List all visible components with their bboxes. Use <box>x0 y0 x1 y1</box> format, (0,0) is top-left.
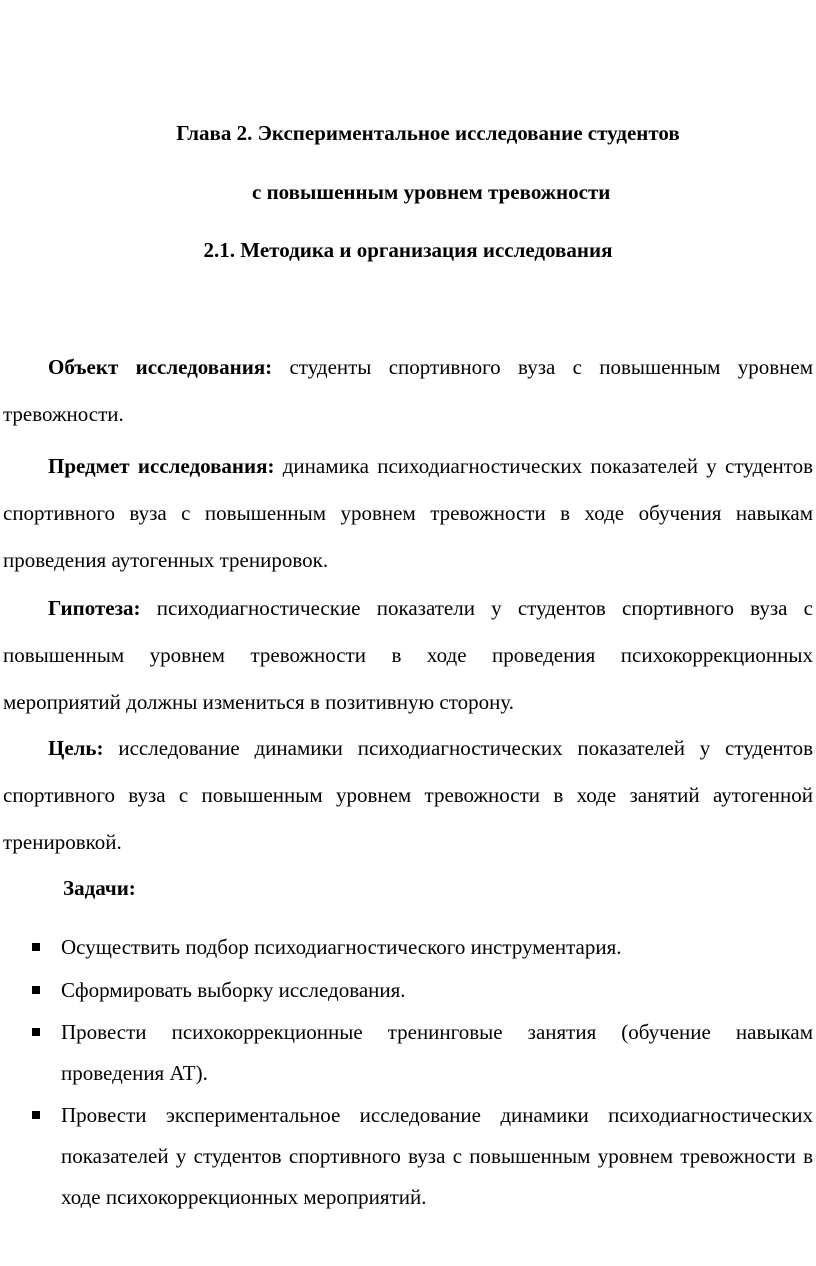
paragraph-text: исследование динамики психодиагностических показателей у студентов спортивного вуза с повышенным уровнем тревожности в ходе занятий аутогенной тренировкой. <box>3 736 813 854</box>
tasks-heading: Задачи: <box>63 876 136 900</box>
section-title: 2.1. Методика и организация исследования <box>203 238 613 262</box>
task-item: Сформировать выборку исследования. <box>61 978 406 1002</box>
paragraph-label: Объект исследования: <box>48 355 273 379</box>
paragraph-label: Гипотеза: <box>48 596 141 620</box>
paragraph-text: психодиагностические показатели у студентов спортивного вуза с повышенным уровнем тревожности в ходе проведения психокоррекционных мероприятий должны измениться в позитивную сторону. <box>3 596 813 714</box>
paragraph-hypothesis <box>3 585 813 726</box>
chapter-title: Глава 2. Экспериментальное исследование студентов <box>176 121 680 145</box>
chapter-title-continuation: с повышенным уровнем тревожности <box>252 180 611 204</box>
paragraph-subject <box>3 443 813 584</box>
paragraph-object <box>3 344 813 438</box>
paragraph-label: Предмет исследования: <box>48 454 275 478</box>
square-bullet-icon <box>32 1028 40 1036</box>
paragraph-text: студенты спортивного вуза с повышенным уровнем тревожности. <box>3 355 813 426</box>
paragraph-goal <box>3 725 813 866</box>
task-item: Провести психокоррекционные тренинговые занятия (обучение навыкам проведения АТ). <box>61 1020 813 1085</box>
task-item: Провести экспериментальное исследование динамики психодиагностических показателей у студентов спортивного вуза с повышенным уровнем тревожности в ходе психокоррекционных мероприятий. <box>61 1103 813 1209</box>
task-item: Осуществить подбор психодиагностического инструментария. <box>61 935 622 959</box>
square-bullet-icon <box>32 943 40 951</box>
paragraph-label: Цель: <box>48 736 104 760</box>
square-bullet-icon <box>32 986 40 994</box>
paragraph-text: динамика психодиагностических показателей у студентов спортивного вуза с повышенным уровнем тревожности в ходе обучения навыкам проведения аутогенных тренировок. <box>3 454 814 572</box>
square-bullet-icon <box>32 1111 40 1119</box>
